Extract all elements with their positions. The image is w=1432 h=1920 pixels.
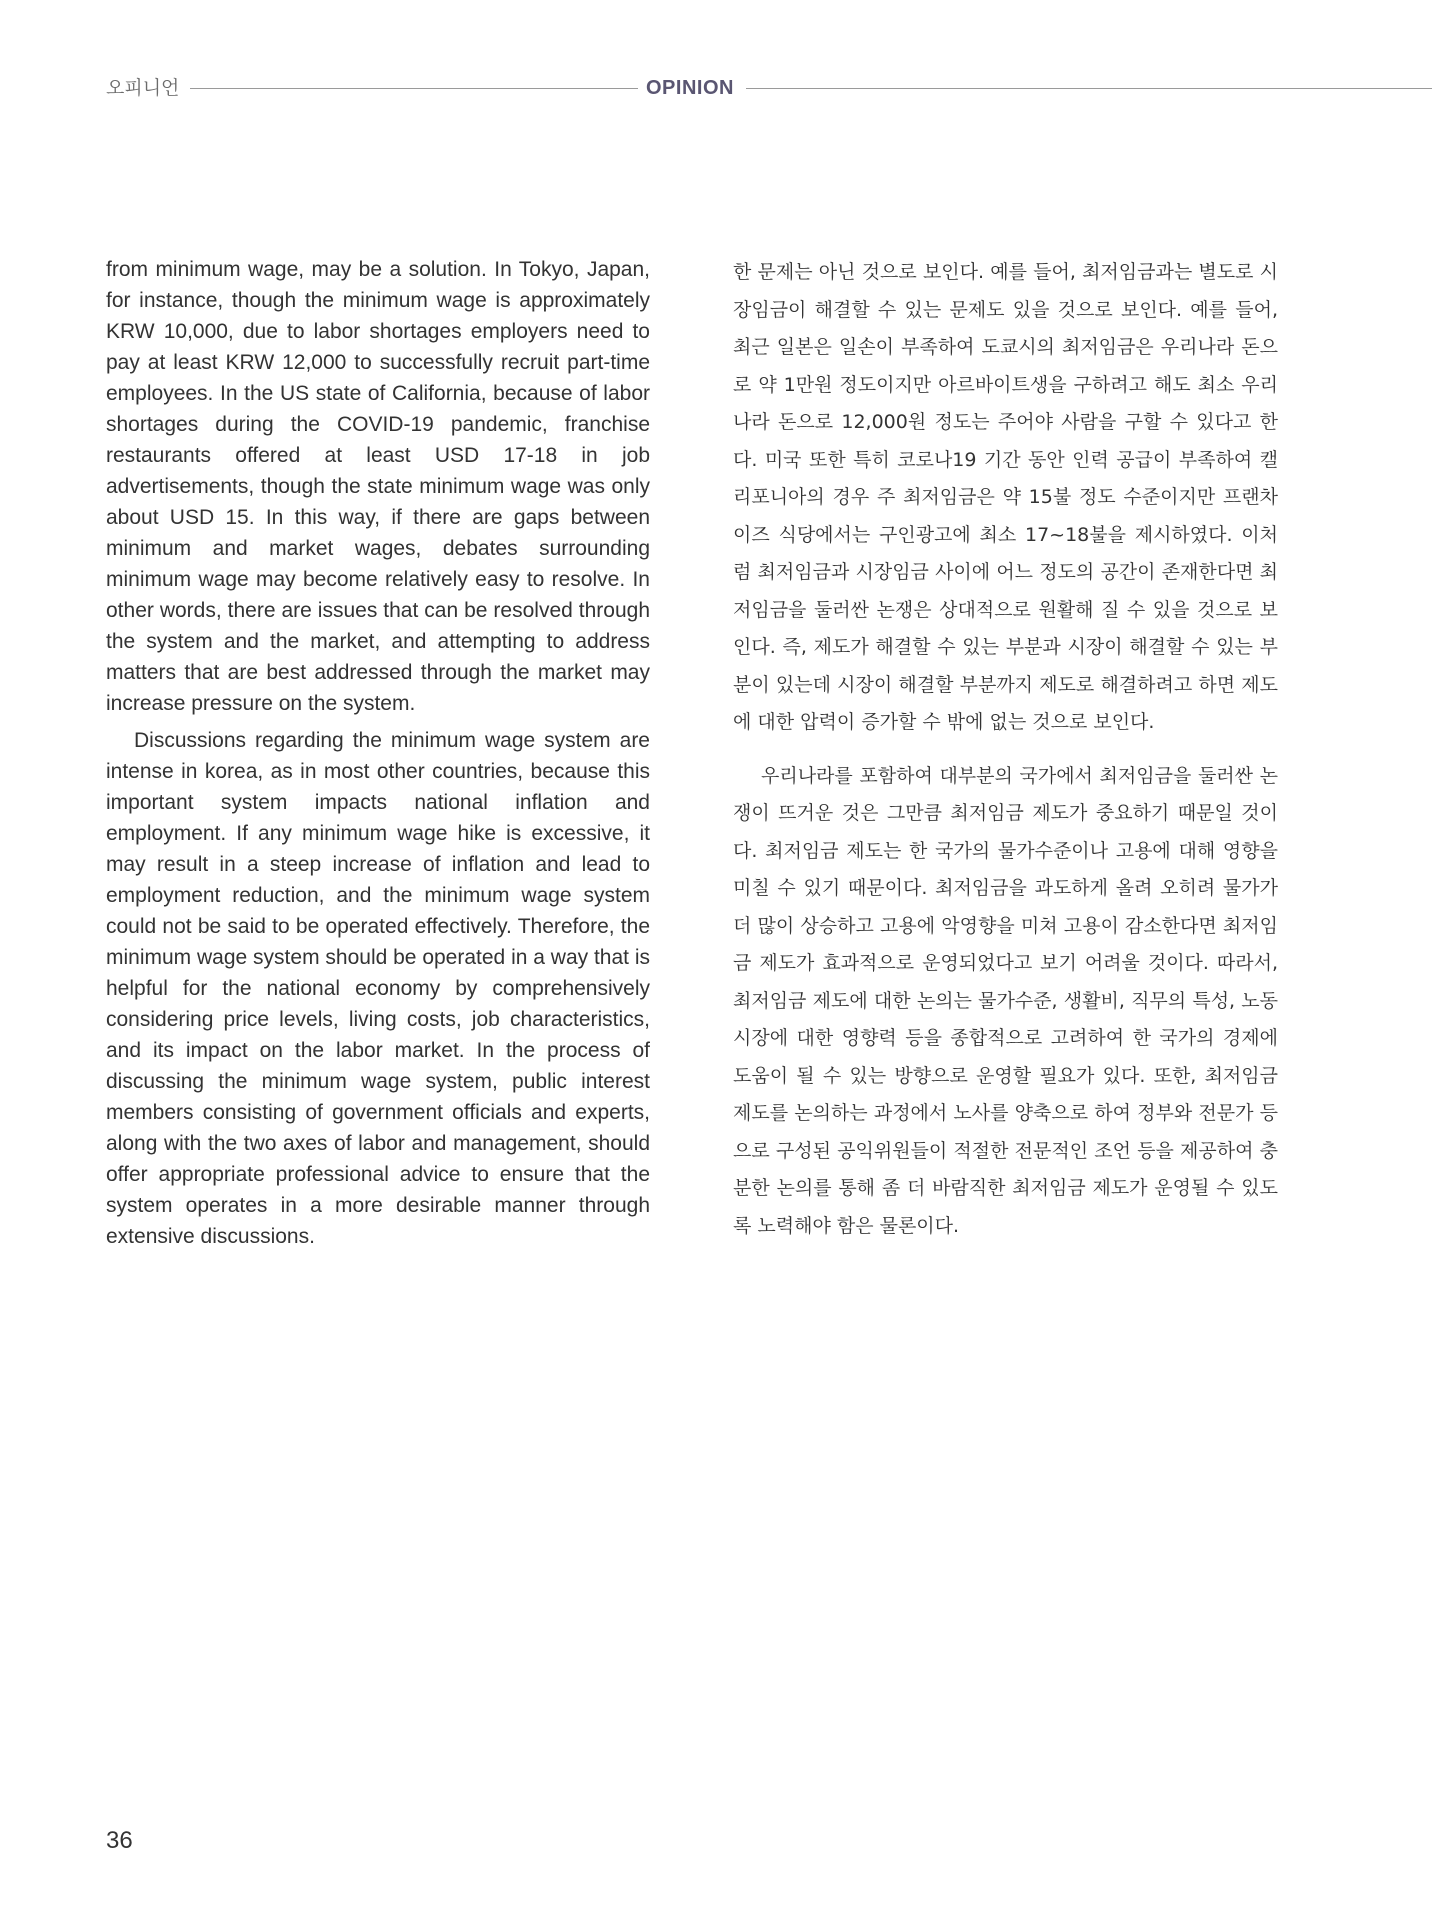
korean-paragraph-1: 한 문제는 아닌 것으로 보인다. 예를 들어, 최저임금과는 별도로 시장임금이 해결할 수 있는 문제도 있을 것으로 보인다. 예를 들어, 최근 일본은 일손이 부족하여 도쿄시의 최저임금은 우리나라 돈으로 약 1만원 정도이지만 아르바이트생을 구하려고 해도 최소 우리나라 돈으로 12,000원 정도는 주어야 사람을 구할 수 있다고 한다. 미국 또한 특히 코로나19 기간 동안 인력 공급이 부족하여 캘리포니아의 경우 주 최저임금은 약 15불 정도 수준이지만 프랜차이즈 식당에서는 구인광고에 최소 17~18불을 제시하였다. 이처럼 최저임금과 시장임금 사이에 어느 정도의 공간이 존재한다면 최저임금을 둘러싼 논쟁은 상대적으로 원활해 질 수 있을 것으로 보인다. 즉, 제도가 해결할 수 있는 부분과 시장이 해결할 수 있는 부분이 있는데 시장이 해결할 부분까지 제도로 해결하려고 하면 제도에 대한 압력이 증가할 수 밖에 없는 것으로 보인다. [733, 261, 1278, 733]
english-text-column [106, 254, 650, 1252]
header-divider-right [746, 88, 1432, 89]
english-paragraph-1: from minimum wage, may be a solution. In Tokyo, Japan, for instance, though the minimum wage is approximately KRW 10,000, due to labor shortages employers need to pay at least KRW 12,000 to successfully recruit part-time employees. In the US state of California, because of labor shortages during the COVID-19 pandemic, franchise restaurants offered at least USD 17-18 in job advertisements, though the state minimum wage was only about USD 15. In this way, if there are gaps between minimum and market wages, debates surrounding minimum wage may become relatively easy to resolve. In other words, there are issues that can be resolved through the system and the market, and attempting to address matters that are best addressed through the market may increase pressure on the system. [106, 258, 650, 715]
header-divider-left [190, 88, 638, 89]
korean-paragraph-2: 우리나라를 포함하여 대부분의 국가에서 최저임금을 둘러싼 논쟁이 뜨거운 것은 그만큼 최저임금 제도가 중요하기 때문일 것이다. 최저임금 제도는 한 국가의 물가수준이나 고용에 대해 영향을 미칠 수 있기 때문이다. 최저임금을 과도하게 올려 오히려 물가가 더 많이 상승하고 고용에 악영향을 미쳐 고용이 감소한다면 최저임금 제도가 효과적으로 운영되었다고 보기 어려울 것이다. 따라서, 최저임금 제도에 대한 논의는 물가수준, 생활비, 직무의 특성, 노동시장에 대한 영향력 등을 종합적으로 고려하여 한 국가의 경제에 도움이 될 수 있는 방향으로 운영할 필요가 있다. 또한, 최저임금 제도를 논의하는 과정에서 노사를 양축으로 하여 정부와 전문가 등으로 구성된 공익위원들이 적절한 전문적인 조언 등을 제공하여 충분한 논의를 통해 좀 더 바람직한 최저임금 제도가 운영될 수 있도록 노력해야 함은 물론이다. [733, 764, 1278, 1237]
page-number: 36 [106, 1827, 133, 1854]
english-paragraph-2: Discussions regarding the minimum wage system are intense in korea, as in most other countries, because this important system impacts national inflation and employment. If any minimum wage hike is excessive, it may result in a steep increase of inflation and lead to employment reduction, and the minimum wage system could not be said to be operated effectively. Therefore, the minimum wage system should be operated in a way that is helpful for the national economy by comprehensively considering price levels, living costs, job characteristics, and its impact on the labor market. In the process of discussing the minimum wage system, public interest members consisting of government officials and experts, along with the two axes of labor and management, should offer appropriate professional advice to ensure that the system operates in a more desirable manner through extensive discussions. [106, 729, 650, 1248]
section-label-korean: 오피니언 [106, 77, 180, 99]
korean-text-column [733, 254, 1278, 1245]
section-label-english: OPINION [646, 77, 734, 99]
